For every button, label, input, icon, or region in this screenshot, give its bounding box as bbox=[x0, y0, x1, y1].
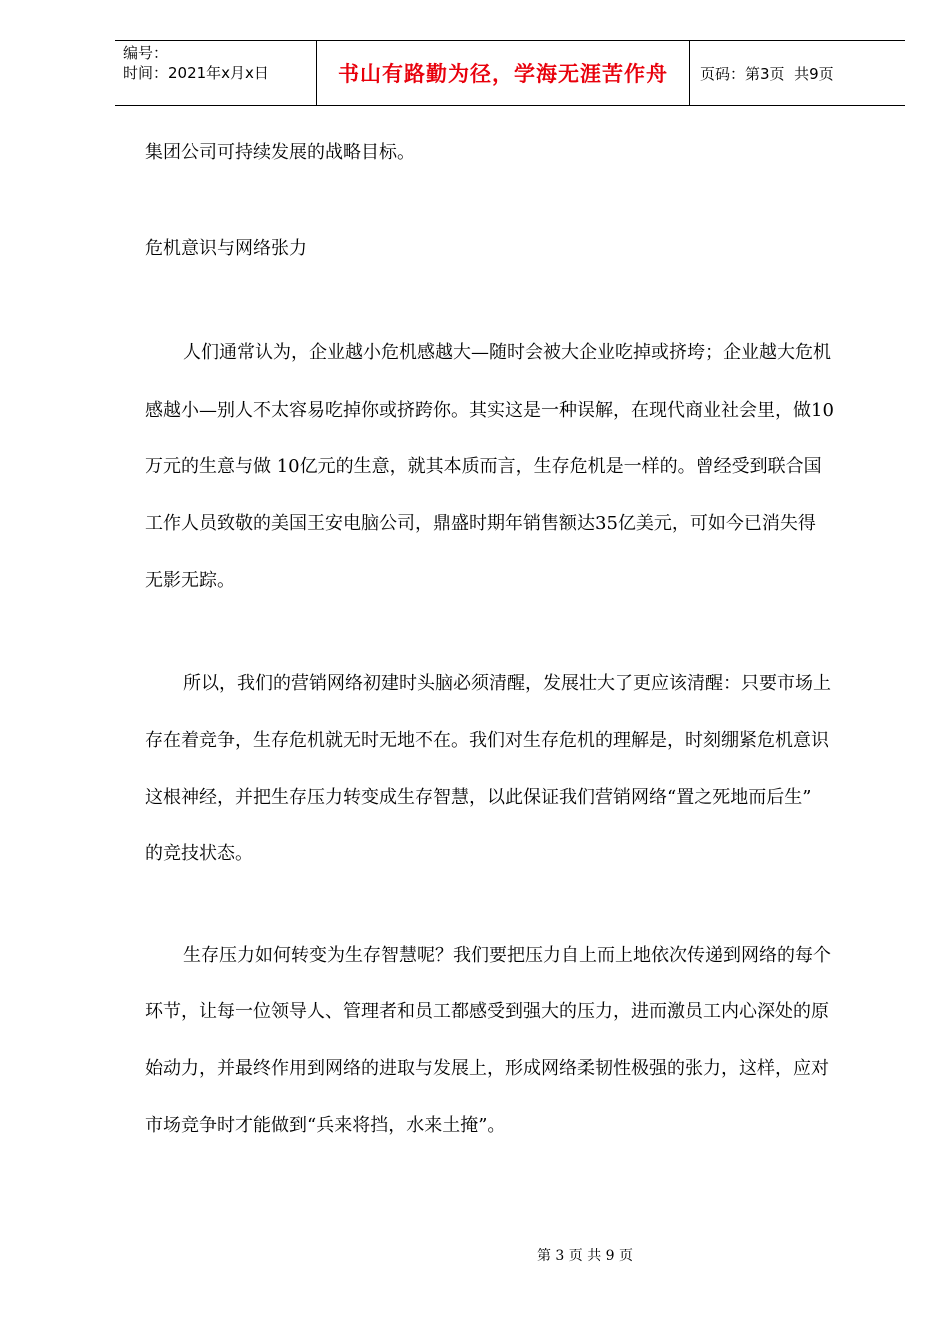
header-divider bbox=[689, 41, 690, 105]
text-line: 感越小—别人不太容易吃掉你或挤跨你。其实这是一种误解，在现代商业社会里，做10 bbox=[145, 400, 834, 421]
text-line: 人们通常认为，企业越小危机感越大—随时会被大企业吃掉或挤垮；企业越大危机 bbox=[183, 342, 831, 363]
header-meta bbox=[123, 43, 313, 83]
text-line: 的竞技状态。 bbox=[145, 843, 253, 864]
text-line: 这根神经，并把生存压力转变成生存智慧，以此保证我们营销网络“置之死地而后生” bbox=[145, 787, 812, 808]
text-line: 生存压力如何转变为生存智慧呢？我们要把压力自上而上地依次传递到网络的每个 bbox=[183, 945, 831, 966]
page-header bbox=[115, 40, 905, 106]
header-page-info: 页码：第3页 共9页 bbox=[700, 64, 834, 83]
text-line: 集团公司可持续发展的战略目标。 bbox=[145, 142, 415, 163]
text-line: 始动力，并最终作用到网络的进取与发展上，形成网络柔韧性极强的张力，这样，应对 bbox=[145, 1058, 829, 1079]
text-line: 万元的生意与做 10亿元的生意，就其本质而言，生存危机是一样的。曾经受到联合国 bbox=[145, 456, 822, 477]
text-line: 工作人员致敬的美国王安电脑公司，鼎盛时期年销售额达35亿美元，可如今已消失得 bbox=[145, 513, 816, 534]
time-label: 时间：2021年x月x日 bbox=[123, 64, 269, 82]
text-line: 所以，我们的营销网络初建时头脑必须清醒，发展壮大了更应该清醒：只要市场上 bbox=[183, 673, 831, 694]
section-heading: 危机意识与网络张力 bbox=[145, 238, 307, 259]
text-line: 市场竞争时才能做到“兵来将挡，水来土掩”。 bbox=[145, 1115, 506, 1136]
text-line: 存在着竞争，生存危机就无时无地不在。我们对生存危机的理解是，时刻绷紧危机意识 bbox=[145, 730, 829, 751]
text-line: 环节，让每一位领导人、管理者和员工都感受到强大的压力，进而激员工内心深处的原 bbox=[145, 1001, 829, 1022]
serial-label: 编号： bbox=[123, 44, 169, 62]
page-footer: 第 3 页 共 9 页 bbox=[536, 1248, 634, 1264]
header-motto: 书山有路勤为径，学海无涯苦作舟 bbox=[338, 62, 668, 86]
text-line: 无影无踪。 bbox=[145, 570, 235, 591]
